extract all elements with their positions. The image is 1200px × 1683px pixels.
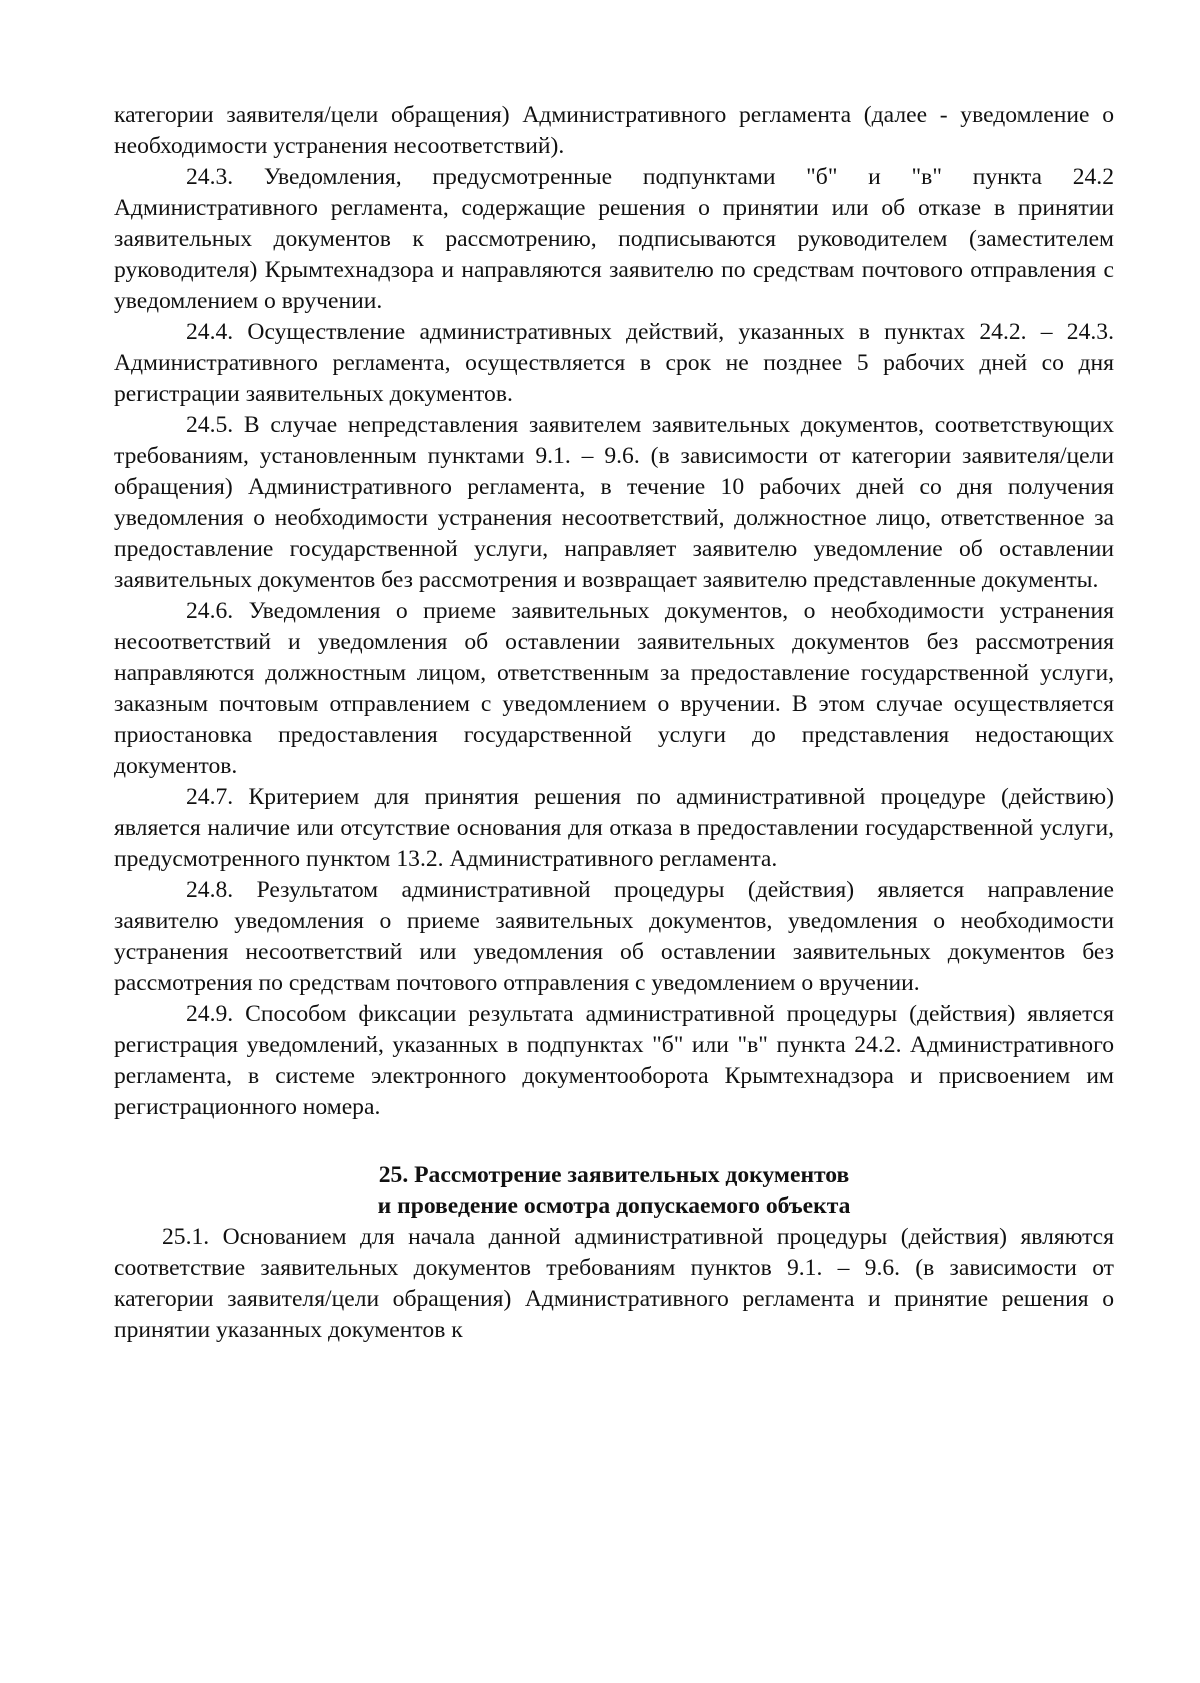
paragraph-24-6: 24.6. Уведомления о приеме заявительных документов, о необходимости устранения несоответствий и уведомления об оставлении заявительных документов без рассмотрения направляются должностным лицом, ответственным за предоставление государственной услуги, заказным почтовым отправлением с уведомлением о вручении. В этом случае осуществляется приостановка предоставления государственной услуги до представления недостающих документов. bbox=[114, 598, 1114, 779]
section-heading-line-1: 25. Рассмотрение заявительных документов bbox=[378, 1162, 850, 1188]
paragraph-24-3: 24.3. Уведомления, предусмотренные подпунктами "б" и "в" пункта 24.2 Административного регламента, содержащие решения о принятии или об отказе в принятии заявительных документов к рассмотрению, подписываются руководителем (заместителем руководителя) Крымтехнадзора и направляются заявителю по средствам почтового отправления с уведомлением о вручении. bbox=[114, 164, 1114, 314]
document-page bbox=[114, 100, 1114, 1346]
section-heading-25 bbox=[114, 1160, 1114, 1222]
paragraph-24-8: 24.8. Результатом административной процедуры (действия) является направление заявителю уведомления о приеме заявительных документов, уведомления о необходимости устранения несоответствий или уведомления об оставлении заявительных документов без рассмотрения по средствам почтового отправления с уведомлением о вручении. bbox=[114, 877, 1114, 996]
paragraph-24-7: 24.7. Критерием для принятия решения по административной процедуре (действию) является наличие или отсутствие основания для отказа в предоставлении государственной услуги, предусмотренного пунктом 13.2. Административного регламента. bbox=[114, 784, 1114, 872]
paragraph-continuation: категории заявителя/цели обращения) Административного регламента (далее - уведомление о необходимости устранения несоответствий). bbox=[114, 102, 1114, 159]
paragraph-25-1: 25.1. Основанием для начала данной административной процедуры (действия) являются соответствие заявительных документов требованиям пунктов 9.1. – 9.6. (в зависимости от категории заявителя/цели обращения) Административного регламента и принятие решения о принятии указанных документов к bbox=[114, 1224, 1114, 1343]
section-heading-line-2: и проведение осмотра допускаемого объекта bbox=[377, 1193, 851, 1219]
paragraph-24-5: 24.5. В случае непредставления заявителем заявительных документов, соответствующих требованиям, установленным пунктами 9.1. – 9.6. (в зависимости от категории заявителя/цели обращения) Административного регламента, в течение 10 рабочих дней со дня получения уведомления о необходимости устранения несоответствий, должностное лицо, ответственное за предоставление государственной услуги, направляет заявителю уведомление об оставлении заявительных документов без рассмотрения и возвращает заявителю представленные документы. bbox=[114, 412, 1114, 593]
paragraph-24-4: 24.4. Осуществление административных действий, указанных в пунктах 24.2. – 24.3. Административного регламента, осуществляется в срок не позднее 5 рабочих дней со дня регистрации заявительных документов. bbox=[114, 319, 1114, 407]
paragraph-24-9: 24.9. Способом фиксации результата административной процедуры (действия) является регистрация уведомлений, указанных в подпунктах "б" или "в" пункта 24.2. Административного регламента, в системе электронного документооборота Крымтехнадзора и присвоением им регистрационного номера. bbox=[114, 1001, 1114, 1120]
